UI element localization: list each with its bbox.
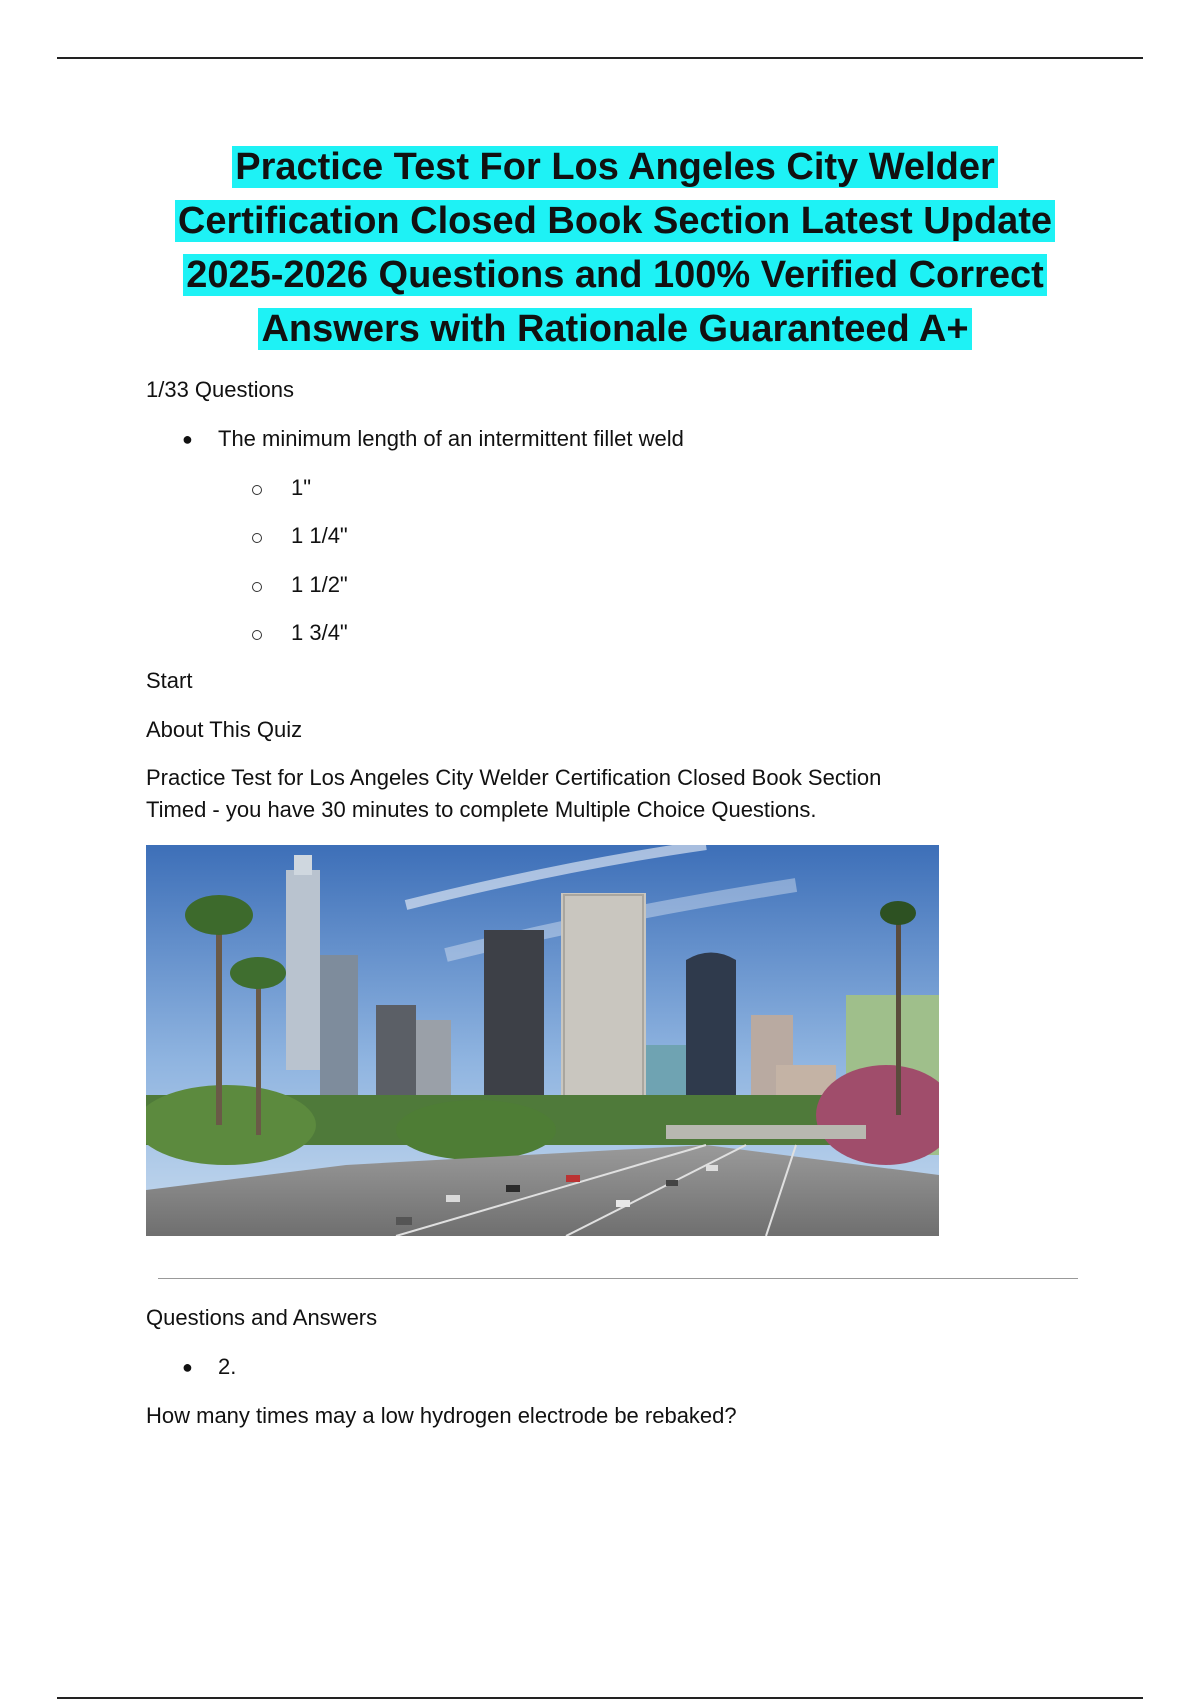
circle-bullet-icon: [252, 485, 262, 495]
top-rule: [57, 57, 1143, 59]
option-label: 1 1/2": [291, 572, 348, 597]
circle-bullet-icon: [252, 630, 262, 640]
question-1-text: The minimum length of an intermittent fillet weld: [218, 426, 684, 451]
circle-bullet-icon: [252, 533, 262, 543]
question-2-number: 2.: [218, 1354, 237, 1379]
option-label: 1 3/4": [291, 620, 348, 645]
title-line-2: Certification Closed Book Section Latest Update: [175, 200, 1055, 242]
city-skyline-image: [146, 845, 939, 1236]
option-label: 1": [291, 475, 312, 500]
title-line-4: Answers with Rationale Guaranteed A+: [258, 308, 971, 350]
option-label: 1 1/4": [291, 523, 348, 548]
circle-bullet-icon: [252, 582, 262, 592]
section-divider: [158, 1278, 1078, 1279]
question-count: 1/33 Questions: [146, 377, 294, 402]
title-line-1: Practice Test For Los Angeles City Welder: [232, 146, 998, 188]
question-2-text: How many times may a low hydrogen electrode be rebaked?: [146, 1403, 737, 1428]
bullet-icon: ●: [182, 1357, 193, 1377]
bullet-icon: ●: [182, 429, 193, 449]
title-line-3: 2025-2026 Questions and 100% Verified Correct: [183, 254, 1047, 296]
bottom-rule: [57, 1697, 1143, 1699]
about-description: [146, 762, 1046, 826]
qa-heading: Questions and Answers: [146, 1305, 378, 1330]
start-link[interactable]: Start: [146, 668, 193, 693]
about-heading: About This Quiz: [146, 717, 303, 742]
about-line-2: Timed - you have 30 minutes to complete Multiple Choice Questions.: [146, 797, 817, 822]
document-title: [140, 140, 1090, 356]
about-line-1: Practice Test for Los Angeles City Welder Certification Closed Book Section: [146, 765, 882, 790]
